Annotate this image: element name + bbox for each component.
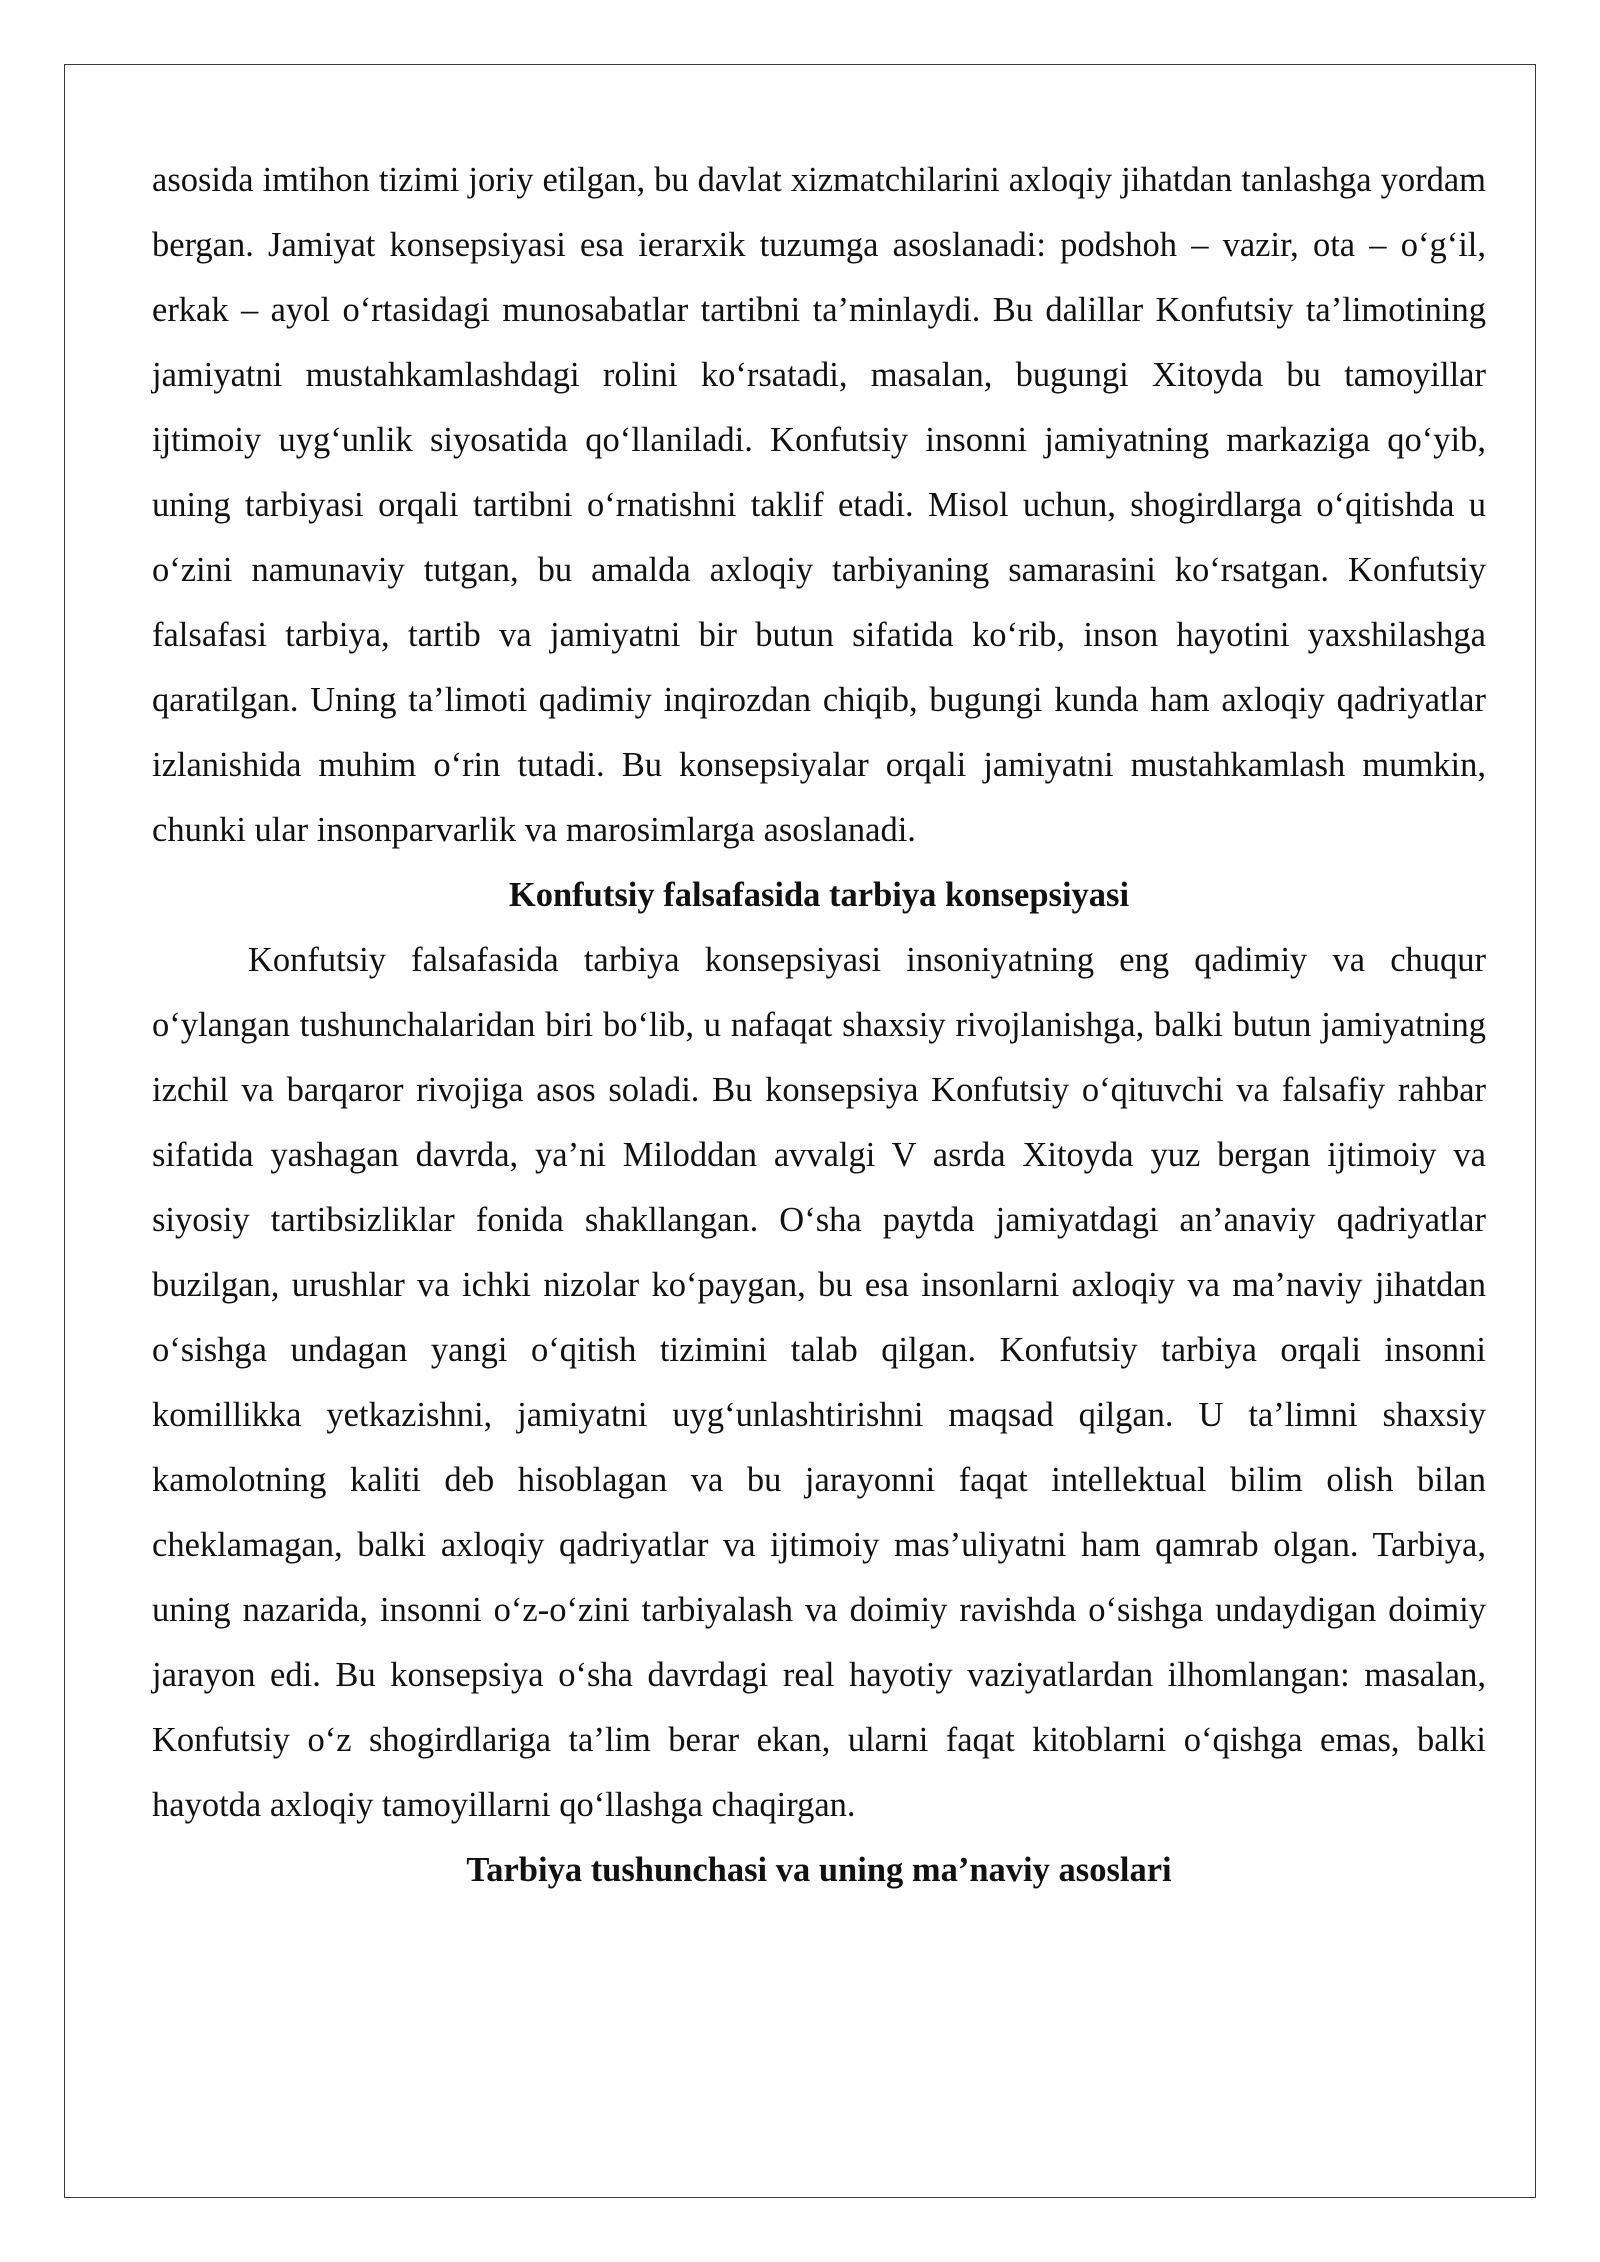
body-paragraph: asosida imtihon tizimi joriy etilgan, bu davlat xizmatchilarini axloqiy jihatdan tanlashga yordam bergan. Jamiyat konsepsiyasi esa ierarxik tuzumga asoslanadi: podshoh – vazir, ota – o‘g‘il, erkak – ayol o‘rtasidagi munosabatlar tartibni ta’minlaydi. Bu dalillar Konfutsiy ta’limotining jamiyatni mustahkamlashdagi rolini ko‘rsatadi, masalan, bugungi Xitoyda bu tamoyillar ijtimoiy uyg‘unlik siyosatida qo‘llaniladi. Konfutsiy insonni jamiyatning markaziga qo‘yib, uning tarbiyasi orqali tartibni o‘rnatishni taklif etadi. Misol uchun, shogirdlarga o‘qitishda u o‘zini namunaviy tutgan, bu amalda axloqiy tarbiyaning samarasini ko‘rsatgan. Konfutsiy falsafasi tarbiya, tartib va jamiyatni bir butun sifatida ko‘rib, inson hayotini yaxshilashga qaratilgan. Uning ta’limoti qadimiy inqirozdan chiqib, bugungi kunda ham axloqiy qadriyatlar izlanishida muhim o‘rin tutadi. Bu konsepsiyalar orqali jamiyatni mustahkamlash mumkin, chunki ular insonparvarlik va marosimlarga asoslanadi. bbox=[152, 161, 1486, 849]
body-paragraph: Konfutsiy falsafasida tarbiya konsepsiyasi insoniyatning eng qadimiy va chuqur o‘ylangan tushunchalaridan biri bo‘lib, u nafaqat shaxsiy rivojlanishga, balki butun jamiyatning izchil va barqaror rivojiga asos soladi. Bu konsepsiya Konfutsiy o‘qituvchi va falsafiy rahbar sifatida yashagan davrda, ya’ni Miloddan avvalgi V asrda Xitoyda yuz bergan ijtimoiy va siyosiy tartibsizliklar fonida shakllangan. O‘sha paytda jamiyatdagi an’anaviy qadriyatlar buzilgan, urushlar va ichki nizolar ko‘paygan, bu esa insonlarni axloqiy va ma’naviy jihatdan o‘sishga undagan yangi o‘qitish tizimini talab qilgan. Konfutsiy tarbiya orqali insonni komillikka yetkazishni, jamiyatni uyg‘unlashtirishni maqsad qilgan. U ta’limni shaxsiy kamolotning kaliti deb hisoblagan va bu jarayonni faqat intellektual bilim olish bilan cheklamagan, balki axloqiy qadriyatlar va ijtimoiy mas’uliyatni ham qamrab olgan. Tarbiya, uning nazarida, insonni o‘z-o‘zini tarbiyalash va doimiy ravishda o‘sishga undaydigan doimiy jarayon edi. Bu konsepsiya o‘sha davrdagi real hayotiy vaziyatlardan ilhomlangan: masalan, Konfutsiy o‘z shogirdlariga ta’lim berar ekan, ularni faqat kitoblarni o‘qishga emas, balki hayotda axloqiy tamoyillarni qo‘llashga chaqirgan. bbox=[152, 941, 1486, 1824]
page-content bbox=[152, 148, 1486, 1903]
section-heading: Konfutsiy falsafasida tarbiya konsepsiyasi bbox=[508, 876, 1130, 914]
section-heading: Tarbiya tushunchasi va uning ma’naviy asoslari bbox=[466, 1851, 1172, 1889]
